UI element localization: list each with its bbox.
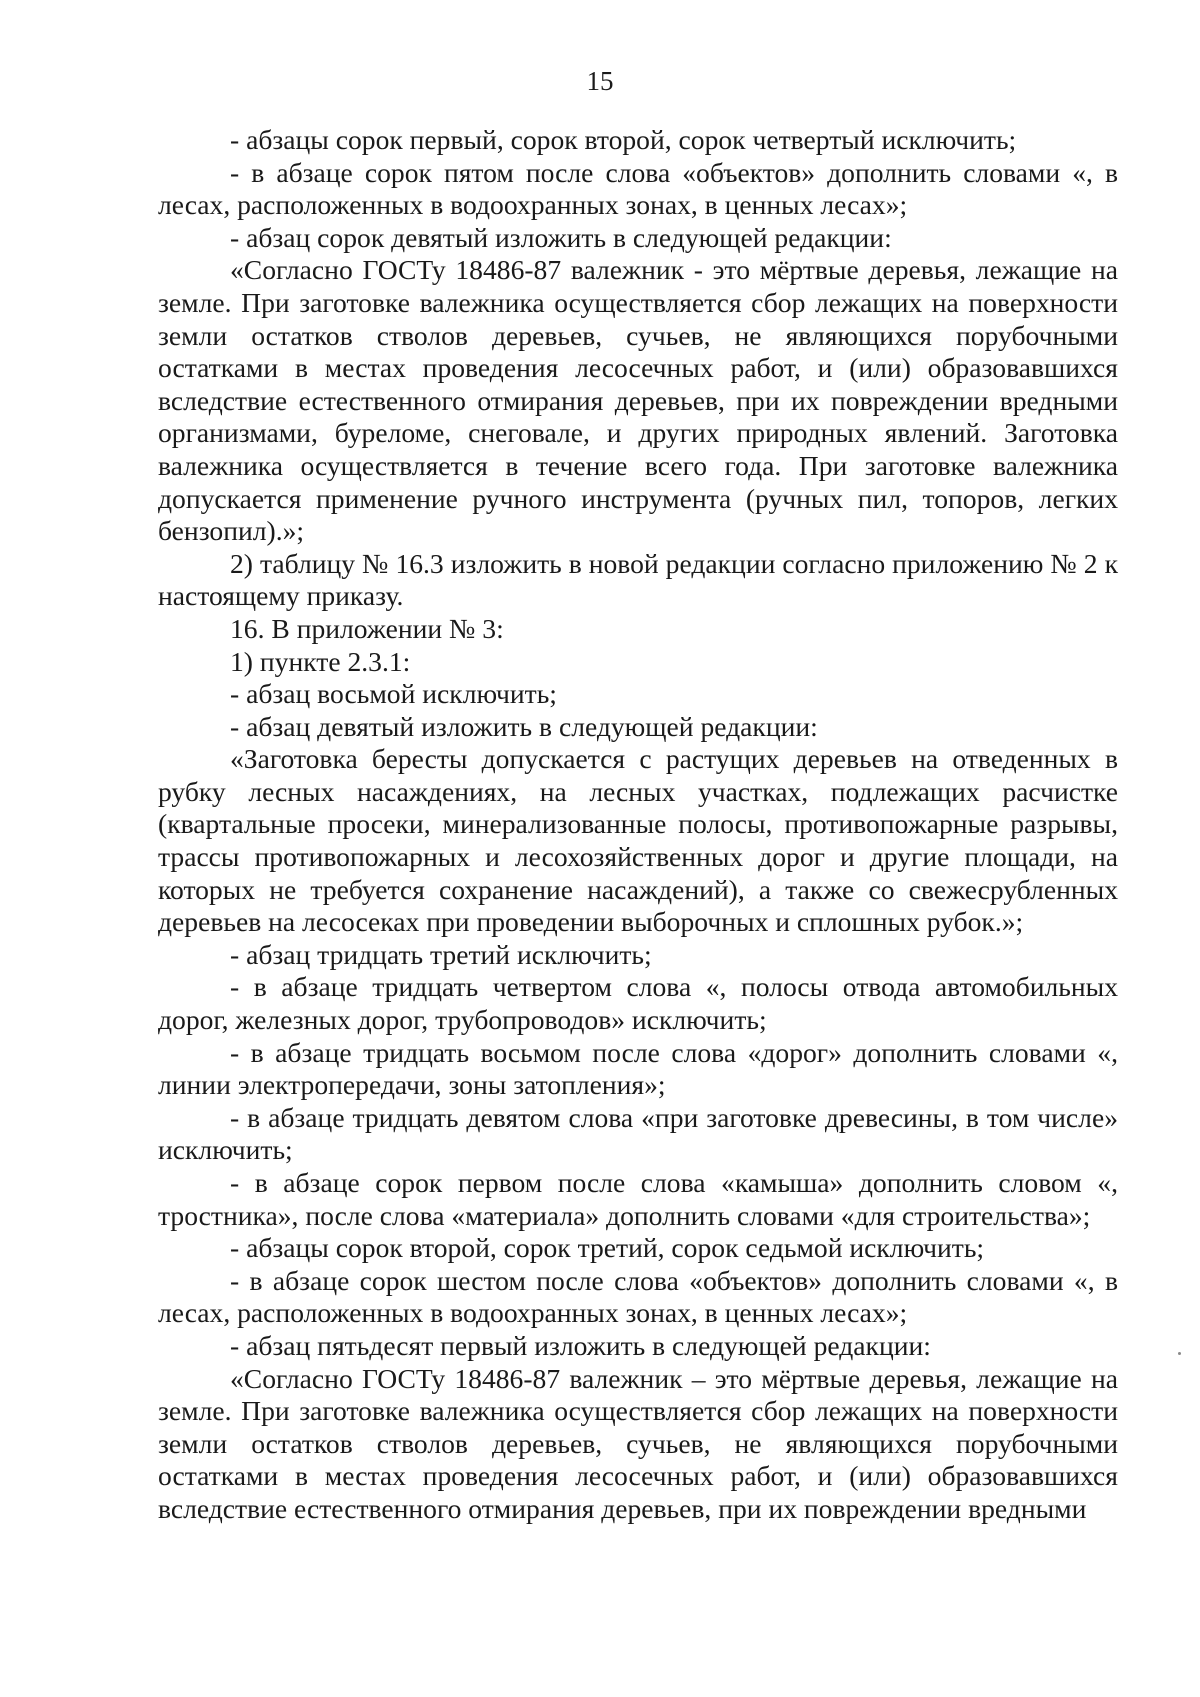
paragraph-1: - абзацы сорок первый, сорок второй, сорок четвертый исключить; bbox=[230, 124, 1017, 155]
page-number: 15 bbox=[586, 66, 614, 96]
paragraph-12: - в абзаце тридцать четвертом слова «, полосы отвода автомобильных дорог, железных дорог, трубопроводов» исключить; bbox=[158, 971, 1118, 1036]
paragraph-2: - в абзаце сорок пятом после слова «объектов» дополнить словами «, в лесах, расположенных в водоохранных зонах, в ценных лесах»; bbox=[158, 156, 1118, 221]
paragraph-18: - абзац пятьдесят первый изложить в следующей редакции: bbox=[230, 1329, 931, 1361]
paragraph-3: - абзац сорок девятый изложить в следующей редакции: bbox=[230, 221, 892, 253]
document-body bbox=[158, 124, 1118, 1526]
paragraph-7: 1) пункте 2.3.1: bbox=[230, 645, 411, 677]
paragraph-4: «Согласно ГОСТу 18486-87 валежник - это мёртвые деревья, лежащие на земле. При заготовке валежника осуществляется сбор лежащих на поверхности земли остатков стволов деревьев, сучьев, не являющихся порубочными остатками в местах проведения лесосечных работ, и (или) образовавшихся вследствие естественного отмирания деревьев, при их повреждении вредными организмами, буреломе, снеговале, и других природных явлений. Заготовка валежника осуществляется в течение всего года. При заготовке валежника допускается применение ручного инструмента (ручных пил, топоров, легких бензопил).»; bbox=[158, 254, 1118, 547]
paragraph-13: - в абзаце тридцать восьмом после слова «дорог» дополнить словами «, линии электропередачи, зоны затопления»; bbox=[158, 1036, 1118, 1101]
paragraph-16: - абзацы сорок второй, сорок третий, сорок седьмой исключить; bbox=[230, 1232, 985, 1264]
paragraph-14: - в абзаце тридцать девятом слова «при заготовке древесины, в том числе» исключить; bbox=[158, 1101, 1118, 1166]
paragraph-17: - в абзаце сорок шестом после слова «объектов» дополнить словами «, в лесах, расположенных в водоохранных зонах, в ценных лесах»; bbox=[158, 1264, 1118, 1329]
paragraph-15: - в абзаце сорок первом после слова «камыша» дополнить словом «, тростника», после слова «материала» дополнить словами «для строительства»; bbox=[158, 1167, 1118, 1231]
paragraph-8: - абзац восьмой исключить; bbox=[230, 678, 557, 710]
scan-speck bbox=[1178, 1352, 1181, 1355]
paragraph-10: «Заготовка бересты допускается с растущих деревьев на отведенных в рубку лесных насаждениях, на лесных участках, подлежащих расчистке (квартальные просеки, минерализованные полосы, противопожарные разрывы, трассы противопожарных и лесохозяйственных дорог и другие площади, на которых не требуется сохранение насаждений), а также со свежесрубленных деревьев на лесосеках при проведении выборочных и сплошных рубок.»; bbox=[158, 743, 1118, 938]
paragraph-11: - абзац тридцать третий исключить; bbox=[230, 938, 652, 970]
paragraph-19: «Согласно ГОСТу 18486-87 валежник – это мёртвые деревья, лежащие на земле. При заготовке валежника осуществляется сбор лежащих на поверхности земли остатков стволов деревьев, сучьев, не являющихся порубочными остатками в местах проведения лесосечных работ, и (или) образовавшихся вследствие естественного отмирания деревьев, при их повреждении вредными bbox=[158, 1362, 1118, 1524]
paragraph-5: 2) таблицу № 16.3 изложить в новой редакции согласно приложению № 2 к настоящему приказу. bbox=[158, 547, 1118, 612]
paragraph-9: - абзац девятый изложить в следующей редакции: bbox=[230, 710, 818, 742]
paragraph-6: 16. В приложении № 3: bbox=[230, 612, 504, 644]
